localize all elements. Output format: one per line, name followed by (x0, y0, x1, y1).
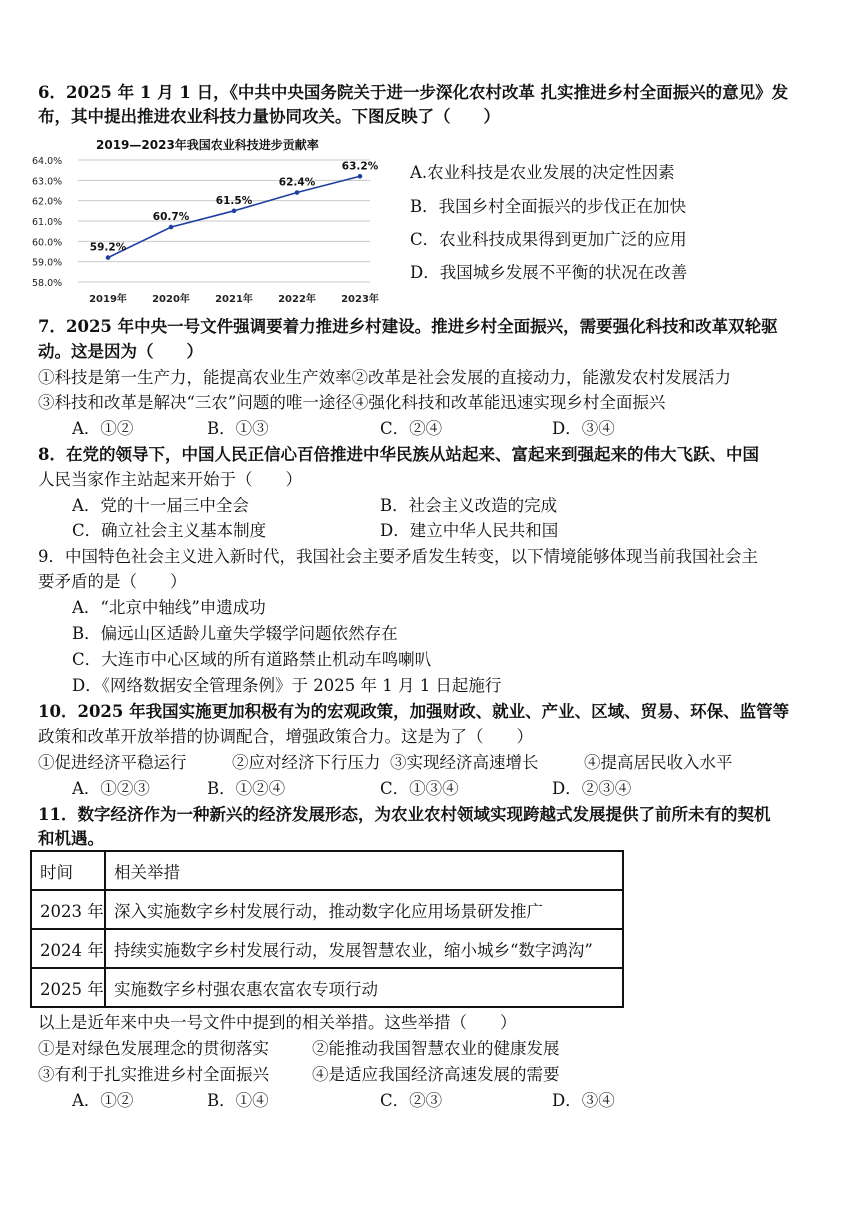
q10-statement-3: ③实现经济高速增长 (390, 753, 539, 772)
q10-stem-line2: 政策和改革开放举措的协调配合，增强政策合力。这是为了（ ） (38, 727, 533, 746)
table-header-row (31, 851, 623, 890)
table-cell-measure: 持续实施数字乡村发展行动，发展智慧农业，缩小城乡“数字鸿沟” (105, 929, 623, 968)
q6-stem-line2: 布，其中提出推进农业科技力量协同攻关。下图反映了（ ） (38, 107, 500, 126)
table-header-time: 时间 (31, 851, 105, 890)
series-line (108, 176, 360, 257)
q9-option-c: C．大连市中心区域的所有道路禁止机动车鸣喇叭 (72, 650, 432, 669)
data-label: 60.7% (152, 211, 190, 224)
data-label: 62.4% (278, 176, 316, 189)
q10-option-d: D．②③④ (552, 779, 632, 798)
q7-option-b: B．①③ (207, 419, 269, 438)
q8-option-c: C．确立社会主义基本制度 (72, 521, 267, 540)
q9-stem-line1: 9．中国特色社会主义进入新时代，我国社会主要矛盾发生转变，以下情境能够体现当前我国社会主 (38, 547, 758, 566)
data-label: 61.5% (215, 194, 253, 207)
q8-option-d: D．建立中华人民共和国 (380, 521, 559, 540)
chart-title: 2019—2023年我国农业科技进步贡献率 (96, 138, 319, 152)
q10-stem-line1: 10．2025 年我国实施更加积极有为的宏观政策，加强财政、就业、产业、区域、贸易、环保、监管等 (38, 702, 790, 721)
y-tick-label: 59.0% (32, 257, 63, 269)
table-row (31, 929, 623, 968)
q9-option-b: B．偏远山区适龄儿童失学辍学问题依然存在 (72, 624, 398, 643)
q7-statements-line2: ③科技和改革是解决“三农”问题的唯一途径④强化科技和改革能迅速实现乡村全面振兴 (38, 393, 666, 412)
q7-option-a: A．①② (72, 419, 134, 438)
x-tick-label: 2020年 (152, 294, 190, 305)
x-tick-label: 2022年 (278, 294, 316, 305)
q10-option-b: B．①②④ (207, 779, 286, 798)
x-tick-label: 2023年 (341, 294, 379, 305)
y-tick-label: 61.0% (32, 217, 63, 228)
q7-stem-line2: 动。这是因为（ ） (38, 342, 203, 361)
q11-after-table: 以上是近年来中央一号文件中提到的相关举措。这些举措（ ） (38, 1013, 517, 1032)
q11-option-d: D．③④ (552, 1091, 615, 1110)
q8-option-a: A．党的十一届三中全会 (72, 496, 249, 515)
q7-statements-line1: ①科技是第一生产力，能提高农业生产效率②改革是社会发展的直接动力，能激发农村发展活力 (38, 368, 731, 387)
x-tick-label: 2021年 (215, 294, 253, 305)
q6-option-b: B．我国乡村全面振兴的步伐正在加快 (410, 197, 687, 216)
q10-option-c: C．①③④ (380, 779, 459, 798)
line-chart (30, 150, 380, 310)
table-header-measures: 相关举措 (105, 851, 623, 890)
q6-stem-line1: 6．2025 年 1 月 1 日，《中共中央国务院关于进一步深化农村改革 扎实推进乡村全面振兴的意见》发 (38, 83, 789, 102)
table-cell-year: 2024 年 (31, 929, 105, 968)
q10-statement-2: ②应对经济下行压力 (232, 753, 381, 772)
y-tick-label: 64.0% (32, 156, 63, 167)
data-label: 59.2% (89, 241, 127, 254)
q11-stem-line2: 和机遇。 (38, 829, 104, 848)
q7-option-c: C．②④ (380, 419, 443, 438)
x-tick-label: 2019年 (89, 294, 127, 305)
q10-statement-4: ④提高居民收入水平 (584, 753, 733, 772)
table-cell-year: 2023 年 (31, 890, 105, 929)
q11-option-c: C．②③ (380, 1091, 443, 1110)
q10-statement-1: ①促进经济平稳运行 (38, 753, 187, 772)
q8-option-b: B．社会主义改造的完成 (380, 496, 558, 515)
q11-table (30, 850, 624, 1008)
table-cell-measure: 实施数字乡村强农惠农富农专项行动 (105, 968, 623, 1007)
q11-option-b: B．①④ (207, 1091, 269, 1110)
table-row (31, 890, 623, 929)
q9-option-a: A．“北京中轴线”申遗成功 (72, 598, 266, 617)
q9-option-d: D．《网络数据安全管理条例》于 2025 年 1 月 1 日起施行 (72, 676, 502, 695)
table-cell-measure: 深入实施数字乡村发展行动，推动数字化应用场景研发推广 (105, 890, 623, 929)
q11-statement-4: ④是适应我国经济高速发展的需要 (312, 1065, 560, 1084)
data-point (232, 209, 237, 214)
q9-stem-line2: 要矛盾的是（ ） (38, 572, 187, 591)
table-row (31, 968, 623, 1007)
y-tick-label: 62.0% (32, 196, 63, 208)
q10-option-a: A．①②③ (72, 779, 150, 798)
q8-stem-line2: 人民当家作主站起来开始于（ ） (38, 470, 302, 489)
y-tick-label: 63.0% (32, 176, 63, 188)
q7-option-d: D．③④ (552, 419, 615, 438)
data-point (295, 190, 300, 195)
q6-option-a: A.农业科技是农业发展的决定性因素 (410, 163, 675, 182)
data-point (106, 255, 111, 260)
q7-stem-line1: 7．2025 年中央一号文件强调要着力推进乡村建设。推进乡村全面振兴，需要强化科技和改革双轮驱 (38, 317, 778, 336)
q11-statement-3: ③有利于扎实推进乡村全面振兴 (38, 1065, 269, 1084)
data-point (358, 174, 363, 179)
table-cell-year: 2025 年 (31, 968, 105, 1007)
y-tick-label: 58.0% (32, 278, 63, 289)
y-tick-label: 60.0% (32, 237, 63, 249)
q6-option-d: D．我国城乡发展不平衡的状况在改善 (410, 263, 688, 282)
q11-statement-1: ①是对绿色发展理念的贯彻落实 (38, 1039, 269, 1058)
data-label: 63.2% (341, 160, 379, 173)
q11-stem-line1: 11．数字经济作为一种新兴的经济发展形态，为农业农村领域实现跨越式发展提供了前所未有的契机 (38, 805, 771, 824)
data-point (169, 225, 174, 230)
q11-statement-2: ②能推动我国智慧农业的健康发展 (312, 1039, 560, 1058)
q6-option-c: C．农业科技成果得到更加广泛的应用 (410, 230, 687, 249)
q8-stem-line1: 8．在党的领导下，中国人民正信心百倍推进中华民族从站起来、富起来到强起来的伟大飞跃、中国 (38, 445, 759, 464)
q11-option-a: A．①② (72, 1091, 134, 1110)
